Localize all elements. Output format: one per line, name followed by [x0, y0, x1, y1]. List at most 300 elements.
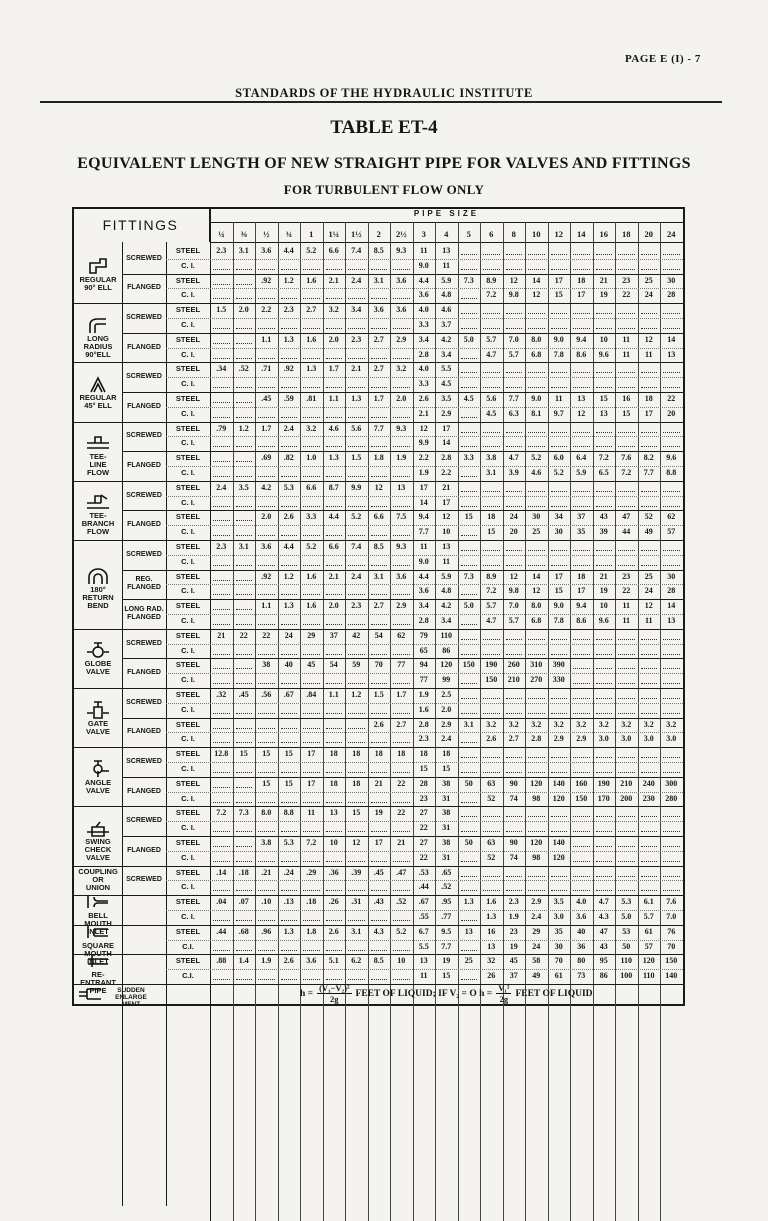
- empty-cell-dots: [213, 609, 230, 610]
- table-cell: .56: [261, 690, 272, 699]
- table-cell: 11: [622, 334, 631, 344]
- header-rule: [40, 101, 722, 103]
- globe-valve-icon: [86, 641, 110, 659]
- table-cell: 79: [419, 630, 428, 640]
- table-cell: 16: [487, 926, 496, 936]
- table-cell: 22: [667, 394, 676, 403]
- empty-cell-dots: [213, 506, 230, 507]
- empty-cell-dots: [596, 846, 613, 847]
- table-cell: .53: [418, 867, 429, 877]
- table-cell: 20: [667, 408, 676, 418]
- empty-cell-dots: [618, 654, 635, 655]
- empty-cell-dots: [281, 713, 298, 714]
- table-cell: 3.2: [621, 719, 632, 729]
- empty-cell-dots: [303, 713, 320, 714]
- empty-cell-dots: [303, 742, 320, 743]
- table-cell: 6.1: [643, 897, 654, 907]
- table-cell: 5.0: [463, 334, 474, 344]
- table-cell: 63: [487, 838, 496, 847]
- empty-cell-dots: [528, 713, 545, 714]
- table-cell: 6.6: [373, 512, 384, 522]
- table-cell: 3.2: [486, 719, 497, 729]
- table-cell: 7.8: [553, 349, 564, 359]
- empty-cell-dots: [663, 772, 680, 773]
- table-cell: 14: [532, 571, 541, 581]
- table-cell: 5.9: [441, 571, 452, 581]
- empty-cell-dots: [236, 565, 253, 566]
- connection-label: FLANGED: [127, 669, 161, 677]
- table-cell: 40: [284, 660, 293, 670]
- table-cell: .95: [441, 897, 452, 907]
- pipe-size-14: 10: [532, 229, 541, 239]
- table-cell: 27: [419, 838, 428, 847]
- connection-label: SCREWED: [126, 757, 162, 765]
- empty-cell-dots: [281, 298, 298, 299]
- table-cell: 50: [464, 778, 473, 788]
- empty-cell-dots: [618, 328, 635, 329]
- material-label: STEEL: [175, 897, 201, 907]
- empty-cell-dots: [303, 831, 320, 832]
- pipe-size-header: PIPE SIZE: [210, 209, 683, 223]
- table-cell: 4.5: [463, 394, 474, 403]
- material-label: STEEL: [175, 660, 201, 670]
- table-cell: 73: [577, 971, 586, 981]
- material-label: C. I.: [181, 349, 195, 359]
- bell-mouth-inlet-icon: [86, 893, 110, 911]
- table-cell: 1.1: [261, 334, 272, 344]
- table-cell: 12: [352, 838, 361, 847]
- table-cell: 7.3: [238, 808, 249, 818]
- table-cell: .26: [328, 897, 339, 907]
- empty-cell-dots: [618, 313, 635, 314]
- empty-cell-dots: [281, 950, 298, 951]
- angle-valve-icon: [86, 760, 110, 778]
- table-cell: 25: [532, 527, 541, 537]
- empty-cell-dots: [281, 624, 298, 625]
- table-cell: .68: [238, 926, 249, 936]
- table-cell: 15: [352, 808, 361, 818]
- empty-cell-dots: [573, 387, 590, 388]
- table-cell: .18: [238, 867, 249, 877]
- empty-cell-dots: [326, 535, 343, 536]
- table-cell: 5.2: [396, 926, 407, 936]
- empty-cell-dots: [596, 683, 613, 684]
- table-cell: 3.2: [508, 719, 519, 729]
- table-cell: 65: [419, 645, 428, 655]
- empty-cell-dots: [213, 713, 230, 714]
- table-cell: 3.8: [261, 838, 272, 847]
- table-cell: 110: [642, 971, 655, 981]
- connection-label: FLANGED: [127, 402, 161, 410]
- table-cell: 7.7: [643, 468, 654, 477]
- table-cell: 5.7: [508, 349, 519, 359]
- table-cell: 100: [620, 971, 633, 981]
- table-cell: 70: [667, 941, 676, 951]
- empty-cell-dots: [213, 683, 230, 684]
- table-cell: 15: [599, 394, 608, 403]
- table-cell: 15: [622, 408, 631, 418]
- table-cell: 5.9: [441, 275, 452, 285]
- empty-cell-dots: [461, 565, 478, 566]
- empty-cell-dots: [573, 890, 590, 891]
- empty-cell-dots: [483, 816, 500, 817]
- table-cell: 3.8: [486, 453, 497, 463]
- table-cell: 34: [554, 512, 563, 522]
- table-cell: 24: [509, 512, 518, 522]
- empty-cell-dots: [236, 387, 253, 388]
- table-cell: 2.3: [283, 305, 294, 315]
- empty-cell-dots: [258, 358, 275, 359]
- table-cell: 150: [665, 956, 678, 966]
- empty-cell-dots: [573, 683, 590, 684]
- empty-cell-dots: [573, 876, 590, 877]
- empty-cell-dots: [258, 269, 275, 270]
- table-cell: .92: [283, 364, 294, 374]
- table-cell: .67: [283, 690, 294, 699]
- table-cell: 120: [552, 852, 565, 862]
- table-cell: 37: [329, 630, 338, 640]
- pipe-size-19: 20: [644, 229, 653, 239]
- table-cell: 13: [329, 808, 338, 818]
- table-cell: 3.4: [418, 601, 429, 611]
- table-cell: .39: [351, 867, 362, 877]
- empty-cell-dots: [641, 565, 658, 566]
- empty-cell-dots: [326, 506, 343, 507]
- empty-cell-dots: [528, 890, 545, 891]
- empty-cell-dots: [618, 387, 635, 388]
- empty-cell-dots: [236, 683, 253, 684]
- empty-cell-dots: [236, 269, 253, 270]
- table-cell: 7.2: [306, 838, 317, 847]
- empty-cell-dots: [326, 802, 343, 803]
- table-cell: 13: [667, 349, 676, 359]
- empty-cell-dots: [258, 446, 275, 447]
- table-cell: 21: [374, 778, 383, 788]
- empty-cell-dots: [281, 417, 298, 418]
- empty-cell-dots: [371, 742, 388, 743]
- empty-cell-dots: [663, 432, 680, 433]
- table-cell: 3.4: [418, 334, 429, 344]
- empty-cell-dots: [551, 890, 568, 891]
- table-cell: 12: [442, 512, 451, 522]
- connection-label: SCREWED: [126, 373, 162, 381]
- pipe-size-0: ¼: [218, 229, 225, 239]
- table-cell: 2.9: [441, 719, 452, 729]
- table-cell: 98: [532, 852, 541, 862]
- table-cell: .21: [261, 867, 272, 877]
- table-cell: 13: [487, 941, 496, 951]
- table-cell: 4.8: [441, 290, 452, 300]
- table-cell: 3.6: [418, 290, 429, 300]
- table-cell: 9.8: [508, 586, 519, 596]
- table-cell: 2.4: [351, 275, 362, 285]
- empty-cell-dots: [596, 269, 613, 270]
- table-cell: 25: [644, 275, 653, 285]
- empty-cell-dots: [348, 950, 365, 951]
- empty-cell-dots: [236, 624, 253, 625]
- empty-cell-dots: [663, 387, 680, 388]
- formula-fraction: [317, 983, 351, 1004]
- empty-cell-dots: [348, 476, 365, 477]
- table-cell: 15: [284, 778, 293, 788]
- table-cell: 2.0: [396, 394, 407, 403]
- table-cell: 1.2: [283, 275, 294, 285]
- table-cell: 2.1: [418, 408, 429, 418]
- table-cell: 13: [419, 956, 428, 966]
- empty-cell-dots: [371, 298, 388, 299]
- table-cell: 13: [397, 482, 406, 492]
- table-cell: 15: [239, 749, 248, 759]
- table-cell: 2.7: [306, 305, 317, 315]
- table-cell: 80: [577, 956, 586, 966]
- table-cell: 4.4: [283, 246, 294, 255]
- table-cell: 3.3: [463, 453, 474, 463]
- empty-cell-dots: [618, 639, 635, 640]
- empty-cell-dots: [303, 594, 320, 595]
- material-label: STEEL: [175, 246, 201, 255]
- empty-cell-dots: [528, 831, 545, 832]
- empty-cell-dots: [236, 520, 253, 521]
- table-cell: 5.5: [441, 364, 452, 374]
- table-cell: 2.6: [373, 719, 384, 729]
- empty-cell-dots: [641, 372, 658, 373]
- table-cell: 2.6: [328, 926, 339, 936]
- empty-cell-dots: [236, 831, 253, 832]
- empty-cell-dots: [483, 254, 500, 255]
- table-cell: 57: [644, 941, 653, 951]
- empty-cell-dots: [281, 535, 298, 536]
- empty-cell-dots: [641, 683, 658, 684]
- table-cell: 4.5: [486, 408, 497, 418]
- fitting-name-4: TEE- BRANCH FLOW: [81, 511, 115, 537]
- table-cell: 8.0: [531, 601, 542, 611]
- empty-cell-dots: [326, 831, 343, 832]
- material-label: C. I.: [181, 764, 195, 773]
- table-cell: 5.5: [418, 941, 429, 951]
- empty-cell-dots: [596, 550, 613, 551]
- empty-cell-dots: [573, 550, 590, 551]
- table-cell: 2.9: [396, 334, 407, 344]
- empty-cell-dots: [528, 654, 545, 655]
- empty-cell-dots: [213, 520, 230, 521]
- table-cell: 28: [667, 586, 676, 596]
- empty-cell-dots: [573, 831, 590, 832]
- empty-cell-dots: [551, 506, 568, 507]
- empty-cell-dots: [213, 535, 230, 536]
- empty-cell-dots: [371, 802, 388, 803]
- table-cell: 2.7: [373, 364, 384, 374]
- table-cell: 4.5: [441, 379, 452, 389]
- table-cell: 3.6: [261, 246, 272, 255]
- empty-cell-dots: [326, 728, 343, 729]
- table-cell: .44: [216, 926, 227, 936]
- empty-cell-dots: [326, 713, 343, 714]
- table-cell: 11: [622, 349, 631, 359]
- empty-cell-dots: [213, 343, 230, 344]
- table-cell: 13: [667, 616, 676, 625]
- table-cell: 11: [644, 349, 653, 359]
- table-cell: 18: [577, 571, 586, 581]
- table-cell: 7.5: [396, 512, 407, 522]
- empty-cell-dots: [213, 387, 230, 388]
- table-cell: .84: [306, 690, 317, 699]
- table-cell: 2.8: [418, 616, 429, 625]
- empty-cell-dots: [258, 772, 275, 773]
- table-cell: 4.4: [418, 275, 429, 285]
- pipe-size-5: 1¼: [328, 229, 340, 239]
- empty-cell-dots: [258, 654, 275, 655]
- empty-cell-dots: [303, 654, 320, 655]
- table-cell: 24: [644, 290, 653, 300]
- table-cell: 120: [440, 660, 453, 670]
- empty-cell-dots: [618, 698, 635, 699]
- table-cell: .10: [261, 897, 272, 907]
- table-cell: 1.7: [261, 423, 272, 433]
- empty-cell-dots: [236, 728, 253, 729]
- empty-cell-dots: [326, 358, 343, 359]
- material-label: STEEL: [175, 571, 201, 581]
- fitting-name-1: LONG RADIUS 90°ELL: [83, 333, 113, 359]
- table-cell: 2.6: [283, 956, 294, 966]
- empty-cell-dots: [528, 313, 545, 314]
- table-cell: 18: [352, 749, 361, 759]
- table-cell: 18: [442, 749, 451, 759]
- empty-cell-dots: [348, 654, 365, 655]
- connection-label: SCREWED: [126, 254, 162, 262]
- empty-cell-dots: [641, 713, 658, 714]
- table-cell: 17: [442, 497, 451, 507]
- table-cell: 77: [419, 675, 428, 685]
- empty-cell-dots: [483, 772, 500, 773]
- empty-cell-dots: [236, 802, 253, 803]
- table-cell: 24: [644, 586, 653, 596]
- empty-cell-dots: [573, 432, 590, 433]
- table-cell: 35: [554, 926, 563, 936]
- empty-cell-dots: [393, 979, 410, 980]
- table-cell: 5.0: [463, 601, 474, 611]
- empty-cell-dots: [393, 802, 410, 803]
- empty-cell-dots: [236, 446, 253, 447]
- table-cell: 27: [419, 808, 428, 818]
- material-label: C. I.: [181, 852, 195, 862]
- empty-cell-dots: [461, 298, 478, 299]
- empty-cell-dots: [348, 535, 365, 536]
- empty-cell-dots: [551, 639, 568, 640]
- material-label: C.I.: [182, 971, 194, 981]
- table-cell: 28: [419, 778, 428, 788]
- table-cell: .04: [216, 897, 227, 907]
- column-rule-data: [210, 207, 211, 1221]
- empty-cell-dots: [393, 920, 410, 921]
- connection-label: FLANGED: [127, 461, 161, 469]
- empty-cell-dots: [348, 728, 365, 729]
- table-cell: 5.0: [621, 912, 632, 921]
- empty-cell-dots: [618, 668, 635, 669]
- table-cell: 6.8: [531, 349, 542, 359]
- empty-cell-dots: [393, 861, 410, 862]
- sudden-enlargement-formula: [300, 983, 593, 1004]
- table-cell: 18: [577, 275, 586, 285]
- empty-cell-dots: [281, 476, 298, 477]
- empty-cell-dots: [236, 713, 253, 714]
- table-cell: 62: [667, 512, 676, 522]
- empty-cell-dots: [461, 950, 478, 951]
- fitting-name-0: REGULAR 90° ELL: [79, 274, 117, 292]
- empty-cell-dots: [236, 890, 253, 891]
- table-cell: 18: [487, 512, 496, 522]
- empty-cell-dots: [483, 432, 500, 433]
- empty-cell-dots: [326, 476, 343, 477]
- empty-cell-dots: [641, 846, 658, 847]
- pipe-size-7: 2: [376, 229, 381, 239]
- empty-cell-dots: [663, 846, 680, 847]
- table-cell: 6.6: [328, 246, 339, 255]
- table-cell: 38: [442, 838, 451, 847]
- empty-cell-dots: [348, 417, 365, 418]
- table-cell: 38: [442, 778, 451, 788]
- empty-cell-dots: [326, 861, 343, 862]
- empty-cell-dots: [348, 920, 365, 921]
- table-cell: 40: [577, 926, 586, 936]
- material-label: C. I.: [181, 675, 195, 685]
- table-cell: 7.2: [486, 290, 497, 300]
- fitting-name-7: GATE VALVE: [86, 718, 110, 736]
- table-cell: 7.0: [666, 912, 677, 921]
- empty-cell-dots: [483, 387, 500, 388]
- empty-cell-dots: [258, 742, 275, 743]
- table-cell: .67: [418, 897, 429, 907]
- material-label: STEEL: [175, 423, 201, 433]
- empty-cell-dots: [618, 831, 635, 832]
- table-cell: 1.6: [306, 334, 317, 344]
- material-label: STEEL: [175, 275, 201, 285]
- table-cell: 19: [374, 808, 383, 818]
- empty-cell-dots: [461, 476, 478, 477]
- material-label: C. I.: [181, 616, 195, 625]
- connection-label: SCREWED: [126, 491, 162, 499]
- table-cell: 18: [329, 778, 338, 788]
- empty-cell-dots: [371, 979, 388, 980]
- table-cell: .59: [283, 394, 294, 403]
- table-cell: 12: [644, 334, 653, 344]
- table-cell: .32: [216, 690, 227, 699]
- table-cell: 1.6: [306, 275, 317, 285]
- empty-cell-dots: [213, 402, 230, 403]
- table-cell: 61: [644, 926, 653, 936]
- empty-cell-dots: [303, 728, 320, 729]
- empty-cell-dots: [528, 550, 545, 551]
- empty-cell-dots: [618, 816, 635, 817]
- empty-cell-dots: [461, 387, 478, 388]
- empty-cell-dots: [596, 506, 613, 507]
- formula-middle: FEET OF LIQUID; IF V₂ = O h =: [355, 988, 493, 999]
- empty-cell-dots: [213, 728, 230, 729]
- empty-cell-dots: [393, 890, 410, 891]
- empty-cell-dots: [281, 979, 298, 980]
- empty-cell-dots: [663, 639, 680, 640]
- empty-cell-dots: [236, 284, 253, 285]
- empty-cell-dots: [506, 565, 523, 566]
- empty-cell-dots: [551, 446, 568, 447]
- table-cell: 24: [532, 941, 541, 951]
- material-label: C. I.: [181, 586, 195, 596]
- table-cell: 1.8: [306, 926, 317, 936]
- long-radius-elbow-icon: [86, 316, 110, 334]
- empty-cell-dots: [641, 313, 658, 314]
- table-cell: 14: [667, 334, 676, 344]
- material-label: STEEL: [175, 482, 201, 492]
- table-cell: .07: [238, 897, 249, 907]
